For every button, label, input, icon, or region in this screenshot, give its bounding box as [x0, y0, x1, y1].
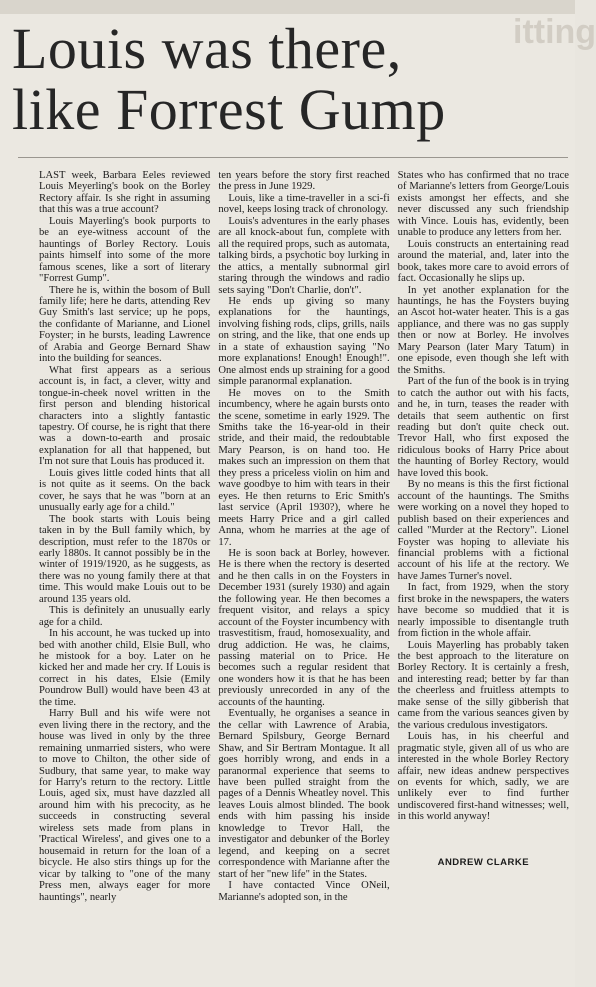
paragraph: Louis gives little coded hints that all is not quite as it seems. On the back cover, he says that he was "born at an unusually early age for a child." — [39, 467, 211, 514]
paragraph: Louis's adventures in the early phases are all knock-about fun, complete with all the required props, such as automata, talking birds, a psychotic boy lurking in the attics, a mentally subnormal girl staring through the windows and radio sets saying "Don't Charlie, don't". — [218, 215, 390, 296]
paragraph: In fact, from 1929, when the story first broke in the newspapers, the waters have become so muddied that it is nearly impossible to disentangle truth from fiction in the whole affair. — [397, 582, 569, 640]
headline — [12, 18, 567, 140]
paragraph: Louis Mayerling has probably taken the best approach to the literature on Borley Rectory. It is certainly a fresh, and interesting read; better by far than the cheerless and fruitless attempts to make sense of the silly gibberish that came from the various seances given by the various credulous investigators. — [397, 639, 569, 731]
paragraph: This is definitely an unusually early age for a child. — [39, 605, 211, 628]
paragraph: What first appears as a serious account is, in fact, a clever, witty and tongue-in-cheek novel written in the first person and blending historical characters into a slightly fantastic tapestry. Of course, he is right that there was a down-to-earth and prosaic explanation for all that happened, but I'm not sure that Louis has produced it. — [39, 364, 211, 468]
paragraph: LAST week, Barbara Eeles reviewed Louis Meyerling's book on the Borley Rectory affair. Is she right in assuming that this was a true account? — [39, 170, 211, 216]
paragraph: Louis, like a time-traveller in a sci-fi novel, keeps losing track of chronology. — [218, 192, 390, 216]
paragraph: In yet another explanation for the hauntings, he has the Foysters buying an Ascot hot-water heater. This is a gas appliance, and there was no gas supply then or now at Borley. He involves Mary Pearson (later Mary Tatum) in one episode, even though she left with the Smiths. — [397, 284, 569, 376]
headline-rule — [18, 157, 568, 158]
column-2 — [218, 170, 389, 980]
paragraph: ten years before the story first reached the press in June 1929. — [218, 170, 390, 193]
paragraph: States who has confirmed that no trace of Marianne's letters from George/Louis exists amongst her effects, and she never discussed any such friendship with Vince. Louis has, evidently, been unable to produce any letters from her. — [397, 170, 569, 239]
paragraph: Louis constructs an entertaining read around the material, and, later into the book, takes more care to avoid errors of fact. Occasionally he slips up. — [397, 238, 569, 285]
article-columns — [39, 170, 569, 980]
bleed-through-strip — [0, 0, 575, 14]
paragraph: He moves on to the Smith incumbency, where he again bursts onto the scene, sometime in early 1929. The Smiths take the 16-year-old in their stride, and their maid, the redoubtable Mary Pearson, is on hand too. He makes such an impression on them that they press a priceless violin on him and wave goodbye to him with tears in their eyes. He then returns to Eric Smith's last service (April 1930?), where he meets Harry Price and a girl called Anna, whom he marries at the age of 17. — [218, 387, 390, 548]
byline: ANDREW CLARKE — [437, 856, 530, 868]
paragraph: Louis has, in his cheerful and pragmatic style, given all of us who are interested in the whole Borley Rectory affair, new ideas andnew perspectives on events for which, sadly, we are unlikely ever to find further undiscovered first-hand witnesses; well, in this world anyway! — [397, 731, 569, 823]
paragraph: Louis Mayerling's book purports to be an eye-witness account of the hauntings of Borley Rectory. Louis paints himself into some of the more famous scenes, like a sort of literary "Forrest Gump". — [39, 215, 211, 285]
paragraph: Harry Bull and his wife were not even living there in the rectory, and the house was lived in only by the three remaining unmarried sisters, who were to move to Chilton, the other side of Sudbury, that same year, to make way for Harry's return to the rectory. Little Louis, aged six, must have dazzled all around him with his precocity, as he succeeds in constructing several wireless sets made from plans in 'Practical Wireless', and gives one to a housemaid in return for the loan of a bicycle. He also stirs things up for the vicar by talking to "one of the many Press men, always eager for more hauntings", nearly — [39, 708, 211, 903]
paragraph: Eventually, he organises a seance in the cellar with Lawrence of Arabia, Bernard Spilsbury, George Bernard Shaw, and Sir Bertram Montague. It all goes horribly wrong, and ends in a paranormal experience that seems to have been pulled straight from the pages of a Dennis Wheatley novel. This leaves Louis almost blinded. The book ends with him passing his inside knowledge to Trevor Hall, the investigator and debunker of the Borley legend, and keeping on a secret correspondence with Marianne after the start of her "new life" in the States. — [218, 708, 390, 880]
column-1 — [39, 170, 210, 980]
paragraph: In his account, he was tucked up into bed with another child, Elsie Bull, who he mistook for a boy. Later on he kicked her and made her cry. If Louis is correct in his dates, Elsie (Emily Poundrow Bull) would have been 43 at the time. — [39, 628, 211, 708]
bleed-through-ghost-text: itting — [513, 13, 596, 51]
paragraph: There he is, within the bosom of Bull family life; here he darts, attending Rev Guy Smith's last service; up he pops, the confidante of Marianne, and Lionel Foyster; in he bursts, leading Lawrence of Arabia and George Bernard Shaw into the building for seances. — [39, 284, 211, 365]
paragraph: Part of the fun of the book is in trying to catch the author out with his facts, and he, in turn, teases the reader with details that seem authentic on first reading but don't quite check out. Trevor Hall, who first exposed the ridiculous books of Harry Price about the haunting of Borley Rectory, would have loved this book. — [397, 376, 569, 479]
headline-line-2: like Forrest Gump — [12, 77, 446, 142]
paragraph: By no means is this the first fictional account of the hauntings. The Smiths were working on a novel they hoped to publish based on their experiences and called "Murder at the Rectory". Lionel Foyster was hoping to alleviate his financial problems with a fictional account of his life at the rectory. We have James Turner's novel. — [397, 479, 569, 582]
paragraph: He is soon back at Borley, however. He is there when the rectory is deserted and he then calls in on the Foysters in December 1931 (surely 1930) and again the following year. He then becomes a frequent visitor, and relays a spicy account of the Foyster incumbency with trasvestitism, fraud, homosexuality, and drug addiction. He was, he claims, passing material on to Price. He becomes such a regular resident that one wonders how it is that he has been previously unrecorded in any of the accounts of the haunting. — [218, 547, 390, 708]
column-3 — [398, 170, 569, 980]
headline-line-1: Louis was there, — [12, 16, 402, 81]
paragraph: He ends up giving so many explanations for the hauntings, involving fishing rods, clips, grills, nails on string, and the like, that one ends up in a state of exhaustion saying "No more explanations! Enough! Enough!". One almost ends up straining for a good simple paranormal explanation. — [218, 295, 390, 388]
paragraph: I have contacted Vince ONeil, Marianne's adopted son, in the — [218, 880, 390, 903]
paragraph: The book starts with Louis being taken in by the Bull family which, by description, must refer to the 1870s or early 1880s. It cannot possibly be in the winter of 1919/1920, as he suggests, as there was no young family there at that time. This would make Louis out to be around 135 years old. — [39, 513, 211, 605]
